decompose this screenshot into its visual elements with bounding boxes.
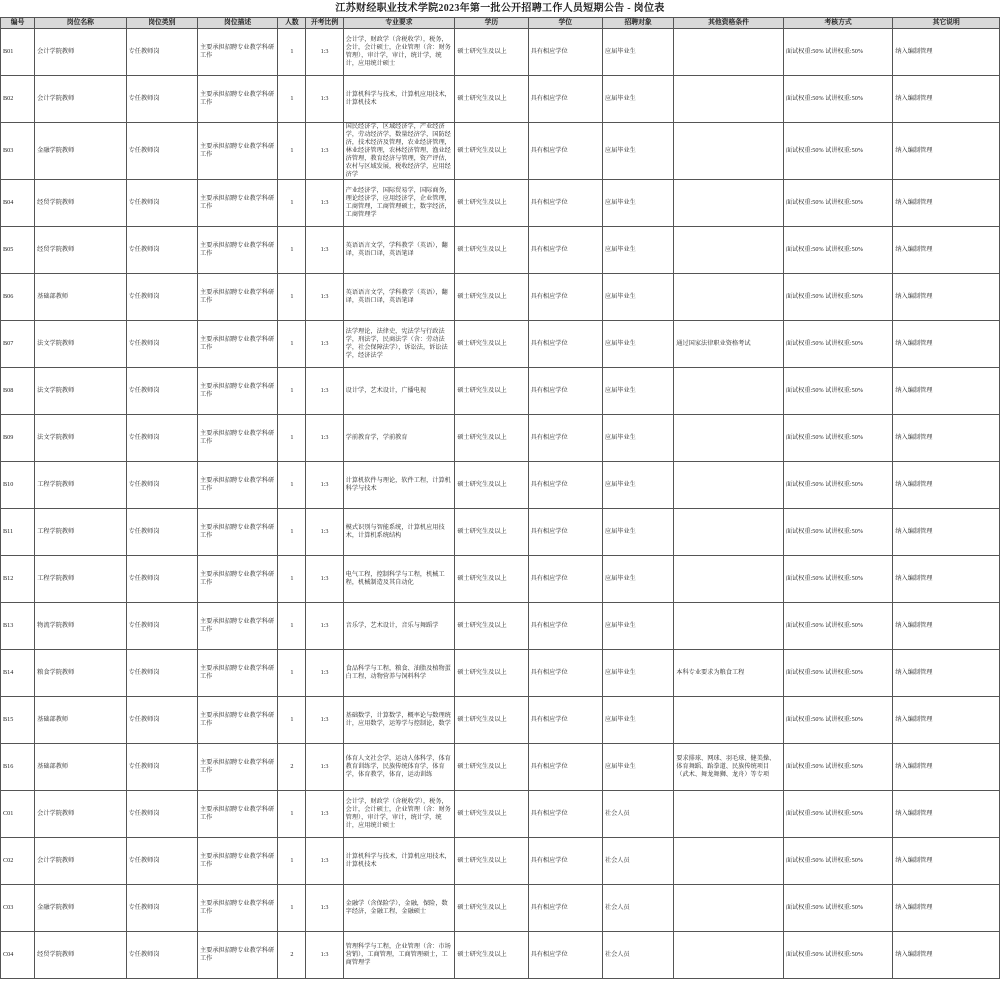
cell-education: 硕士研究生及以上 xyxy=(455,180,528,227)
cell-id: C02 xyxy=(1,838,35,885)
cell-ratio: 1:3 xyxy=(306,321,343,368)
cell-other xyxy=(674,838,784,885)
cell-other xyxy=(674,274,784,321)
cell-degree: 具有相应学位 xyxy=(528,321,602,368)
cell-target: 应届毕业生 xyxy=(602,509,673,556)
cell-education: 硕士研究生及以上 xyxy=(455,838,528,885)
cell-exam: 面试权重:50% 试讲权重:50% xyxy=(783,885,893,932)
cell-education: 硕士研究生及以上 xyxy=(455,274,528,321)
cell-note: 纳入编制管理 xyxy=(893,697,1000,744)
cell-other xyxy=(674,180,784,227)
cell-exam: 面试权重:50% 试讲权重:50% xyxy=(783,180,893,227)
cell-target: 应届毕业生 xyxy=(602,650,673,697)
cell-note: 纳入编制管理 xyxy=(893,462,1000,509)
cell-name: 基础部教师 xyxy=(35,274,126,321)
cell-desc: 主要承担招聘专业教学科研工作 xyxy=(197,603,277,650)
cell-note: 纳入编制管理 xyxy=(893,29,1000,76)
cell-degree: 具有相应学位 xyxy=(528,838,602,885)
cell-name: 经贸学院教师 xyxy=(35,932,126,979)
cell-name: 法文学院教师 xyxy=(35,321,126,368)
table-row xyxy=(1,650,1000,697)
cell-exam: 面试权重:50% 试讲权重:50% xyxy=(783,791,893,838)
cell-note: 纳入编制管理 xyxy=(893,123,1000,180)
cell-category: 专任教师岗 xyxy=(126,123,197,180)
cell-target: 应届毕业生 xyxy=(602,123,673,180)
cell-count: 1 xyxy=(278,650,306,697)
cell-ratio: 1:3 xyxy=(306,368,343,415)
cell-major: 管理科学与工程，企业管理（含：市场营销），工商管理，工商管理硕士，工商管理学 xyxy=(343,932,455,979)
cell-desc: 主要承担招聘专业教学科研工作 xyxy=(197,791,277,838)
cell-other xyxy=(674,603,784,650)
cell-count: 1 xyxy=(278,123,306,180)
cell-note: 纳入编制管理 xyxy=(893,509,1000,556)
cell-education: 硕士研究生及以上 xyxy=(455,415,528,462)
cell-degree: 具有相应学位 xyxy=(528,368,602,415)
cell-name: 金融学院教师 xyxy=(35,123,126,180)
cell-education: 硕士研究生及以上 xyxy=(455,368,528,415)
cell-education: 硕士研究生及以上 xyxy=(455,697,528,744)
cell-desc: 主要承担招聘专业教学科研工作 xyxy=(197,650,277,697)
cell-education: 硕士研究生及以上 xyxy=(455,509,528,556)
cell-education: 硕士研究生及以上 xyxy=(455,29,528,76)
table-row xyxy=(1,603,1000,650)
cell-name: 经贸学院教师 xyxy=(35,180,126,227)
cell-desc: 主要承担招聘专业教学科研工作 xyxy=(197,76,277,123)
cell-note: 纳入编制管理 xyxy=(893,180,1000,227)
cell-target: 社会人员 xyxy=(602,932,673,979)
cell-note: 纳入编制管理 xyxy=(893,76,1000,123)
cell-exam: 面试权重:50% 试讲权重:50% xyxy=(783,29,893,76)
cell-category: 专任教师岗 xyxy=(126,321,197,368)
cell-id: B04 xyxy=(1,180,35,227)
cell-education: 硕士研究生及以上 xyxy=(455,650,528,697)
cell-major: 计算机科学与技术，计算机应用技术，计算机技术 xyxy=(343,838,455,885)
cell-target: 社会人员 xyxy=(602,838,673,885)
cell-category: 专任教师岗 xyxy=(126,509,197,556)
cell-major: 会计学，财政学（含税收学），税务，会计，会计硕士，企业管理（含：财务管理），审计学，审计，统计学，统计，应用统计硕士 xyxy=(343,791,455,838)
cell-name: 会计学院教师 xyxy=(35,838,126,885)
cell-id: B01 xyxy=(1,29,35,76)
col-header-ratio: 开考比例 xyxy=(306,18,343,29)
cell-exam: 面试权重:50% 试讲权重:50% xyxy=(783,509,893,556)
cell-desc: 主要承担招聘专业教学科研工作 xyxy=(197,415,277,462)
cell-exam: 面试权重:50% 试讲权重:50% xyxy=(783,603,893,650)
cell-ratio: 1:3 xyxy=(306,29,343,76)
cell-other xyxy=(674,791,784,838)
cell-major: 食品科学与工程，粮食、油脂及植物蛋白工程，动物营养与饲料科学 xyxy=(343,650,455,697)
cell-note: 纳入编制管理 xyxy=(893,932,1000,979)
cell-degree: 具有相应学位 xyxy=(528,274,602,321)
cell-other xyxy=(674,556,784,603)
cell-degree: 具有相应学位 xyxy=(528,791,602,838)
table-row xyxy=(1,123,1000,180)
cell-target: 社会人员 xyxy=(602,885,673,932)
cell-degree: 具有相应学位 xyxy=(528,744,602,791)
col-header-count: 人数 xyxy=(278,18,306,29)
cell-education: 硕士研究生及以上 xyxy=(455,885,528,932)
table-row xyxy=(1,744,1000,791)
cell-category: 专任教师岗 xyxy=(126,791,197,838)
cell-ratio: 1:3 xyxy=(306,932,343,979)
cell-category: 专任教师岗 xyxy=(126,744,197,791)
cell-note: 纳入编制管理 xyxy=(893,744,1000,791)
col-header-other: 其他资格条件 xyxy=(674,18,784,29)
table-row xyxy=(1,368,1000,415)
cell-category: 专任教师岗 xyxy=(126,603,197,650)
cell-count: 1 xyxy=(278,274,306,321)
cell-degree: 具有相应学位 xyxy=(528,462,602,509)
table-row xyxy=(1,415,1000,462)
cell-ratio: 1:3 xyxy=(306,76,343,123)
cell-ratio: 1:3 xyxy=(306,462,343,509)
cell-count: 1 xyxy=(278,556,306,603)
cell-count: 1 xyxy=(278,321,306,368)
cell-desc: 主要承担招聘专业教学科研工作 xyxy=(197,556,277,603)
cell-other xyxy=(674,462,784,509)
cell-degree: 具有相应学位 xyxy=(528,697,602,744)
cell-desc: 主要承担招聘专业教学科研工作 xyxy=(197,227,277,274)
cell-id: B12 xyxy=(1,556,35,603)
cell-count: 1 xyxy=(278,791,306,838)
cell-other xyxy=(674,368,784,415)
cell-name: 工程学院教师 xyxy=(35,462,126,509)
cell-desc: 主要承担招聘专业教学科研工作 xyxy=(197,744,277,791)
cell-target: 应届毕业生 xyxy=(602,556,673,603)
cell-major: 计算机软件与理论，软件工程，计算机科学与技术 xyxy=(343,462,455,509)
cell-category: 专任教师岗 xyxy=(126,76,197,123)
cell-count: 1 xyxy=(278,462,306,509)
cell-count: 1 xyxy=(278,180,306,227)
cell-degree: 具有相应学位 xyxy=(528,180,602,227)
cell-desc: 主要承担招聘专业教学科研工作 xyxy=(197,462,277,509)
table-row xyxy=(1,791,1000,838)
cell-category: 专任教师岗 xyxy=(126,415,197,462)
cell-category: 专任教师岗 xyxy=(126,697,197,744)
cell-degree: 具有相应学位 xyxy=(528,76,602,123)
cell-id: B11 xyxy=(1,509,35,556)
cell-count: 1 xyxy=(278,76,306,123)
cell-count: 1 xyxy=(278,227,306,274)
cell-exam: 面试权重:50% 试讲权重:50% xyxy=(783,321,893,368)
cell-other: 要求排球、网球、羽毛球、健美操、体育舞蹈、跆拳道、民族传统项目（武术、舞龙舞狮、龙舟）等专项 xyxy=(674,744,784,791)
cell-other xyxy=(674,697,784,744)
cell-ratio: 1:3 xyxy=(306,415,343,462)
cell-ratio: 1:3 xyxy=(306,509,343,556)
cell-count: 1 xyxy=(278,697,306,744)
cell-id: C03 xyxy=(1,885,35,932)
cell-note: 纳入编制管理 xyxy=(893,321,1000,368)
cell-ratio: 1:3 xyxy=(306,885,343,932)
cell-education: 硕士研究生及以上 xyxy=(455,321,528,368)
cell-other xyxy=(674,227,784,274)
cell-degree: 具有相应学位 xyxy=(528,650,602,697)
cell-note: 纳入编制管理 xyxy=(893,415,1000,462)
col-header-exam: 考核方式 xyxy=(783,18,893,29)
cell-major: 设计学，艺术设计，广播电视 xyxy=(343,368,455,415)
cell-count: 2 xyxy=(278,744,306,791)
cell-ratio: 1:3 xyxy=(306,123,343,180)
cell-name: 物流学院教师 xyxy=(35,603,126,650)
table-row xyxy=(1,556,1000,603)
col-header-category: 岗位类别 xyxy=(126,18,197,29)
cell-desc: 主要承担招聘专业教学科研工作 xyxy=(197,123,277,180)
cell-name: 经贸学院教师 xyxy=(35,227,126,274)
cell-name: 工程学院教师 xyxy=(35,509,126,556)
cell-degree: 具有相应学位 xyxy=(528,603,602,650)
cell-ratio: 1:3 xyxy=(306,180,343,227)
col-header-note: 其它说明 xyxy=(893,18,1000,29)
cell-major: 模式识别与智能系统，计算机应用技术，计算机系统结构 xyxy=(343,509,455,556)
cell-other xyxy=(674,885,784,932)
cell-id: B08 xyxy=(1,368,35,415)
cell-other xyxy=(674,415,784,462)
cell-education: 硕士研究生及以上 xyxy=(455,603,528,650)
cell-ratio: 1:3 xyxy=(306,274,343,321)
cell-major: 音乐学，艺术设计，音乐与舞蹈学 xyxy=(343,603,455,650)
cell-target: 应届毕业生 xyxy=(602,744,673,791)
cell-other xyxy=(674,509,784,556)
table-row xyxy=(1,462,1000,509)
cell-major: 学前教育学，学前教育 xyxy=(343,415,455,462)
cell-exam: 面试权重:50% 试讲权重:50% xyxy=(783,274,893,321)
cell-degree: 具有相应学位 xyxy=(528,885,602,932)
cell-id: B07 xyxy=(1,321,35,368)
cell-id: C01 xyxy=(1,791,35,838)
cell-note: 纳入编制管理 xyxy=(893,274,1000,321)
cell-id: B03 xyxy=(1,123,35,180)
cell-ratio: 1:3 xyxy=(306,556,343,603)
cell-id: B13 xyxy=(1,603,35,650)
cell-category: 专任教师岗 xyxy=(126,932,197,979)
cell-note: 纳入编制管理 xyxy=(893,368,1000,415)
cell-ratio: 1:3 xyxy=(306,603,343,650)
cell-note: 纳入编制管理 xyxy=(893,650,1000,697)
cell-id: B15 xyxy=(1,697,35,744)
cell-other xyxy=(674,932,784,979)
cell-note: 纳入编制管理 xyxy=(893,603,1000,650)
cell-desc: 主要承担招聘专业教学科研工作 xyxy=(197,274,277,321)
cell-desc: 主要承担招聘专业教学科研工作 xyxy=(197,321,277,368)
table-row xyxy=(1,838,1000,885)
cell-major: 金融学（含保险学），金融，保险，数字经济，金融工程，金融硕士 xyxy=(343,885,455,932)
cell-count: 2 xyxy=(278,932,306,979)
cell-other xyxy=(674,29,784,76)
table-row xyxy=(1,509,1000,556)
col-header-major: 专业要求 xyxy=(343,18,455,29)
cell-id: C04 xyxy=(1,932,35,979)
cell-degree: 具有相应学位 xyxy=(528,509,602,556)
cell-id: B09 xyxy=(1,415,35,462)
col-header-desc: 岗位描述 xyxy=(197,18,277,29)
cell-name: 会计学院教师 xyxy=(35,791,126,838)
cell-name: 工程学院教师 xyxy=(35,556,126,603)
col-header-name: 岗位名称 xyxy=(35,18,126,29)
cell-target: 应届毕业生 xyxy=(602,29,673,76)
cell-target: 应届毕业生 xyxy=(602,274,673,321)
cell-name: 法文学院教师 xyxy=(35,415,126,462)
cell-id: B02 xyxy=(1,76,35,123)
cell-id: B10 xyxy=(1,462,35,509)
cell-exam: 面试权重:50% 试讲权重:50% xyxy=(783,462,893,509)
cell-major: 会计学，财政学（含税收学），税务，会计，会计硕士，企业管理（含：财务管理），审计学，审计，统计学，统计，应用统计硕士 xyxy=(343,29,455,76)
cell-target: 应届毕业生 xyxy=(602,603,673,650)
cell-target: 应届毕业生 xyxy=(602,415,673,462)
cell-ratio: 1:3 xyxy=(306,697,343,744)
col-header-degree: 学位 xyxy=(528,18,602,29)
cell-id: B14 xyxy=(1,650,35,697)
cell-category: 专任教师岗 xyxy=(126,227,197,274)
cell-category: 专任教师岗 xyxy=(126,838,197,885)
cell-category: 专任教师岗 xyxy=(126,368,197,415)
cell-desc: 主要承担招聘专业教学科研工作 xyxy=(197,509,277,556)
cell-major: 法学理论，法律史，宪法学与行政法学，刑法学，民商法学（含：劳动法学，社会保障法学），诉讼法，诉讼法学，经济法学 xyxy=(343,321,455,368)
cell-education: 硕士研究生及以上 xyxy=(455,932,528,979)
table-row xyxy=(1,76,1000,123)
cell-note: 纳入编制管理 xyxy=(893,885,1000,932)
col-header-target: 招聘对象 xyxy=(602,18,673,29)
cell-exam: 面试权重:50% 试讲权重:50% xyxy=(783,838,893,885)
cell-major: 英语语言文学，学科教学（英语），翻译，英语口译，英语笔译 xyxy=(343,227,455,274)
cell-education: 硕士研究生及以上 xyxy=(455,556,528,603)
cell-education: 硕士研究生及以上 xyxy=(455,744,528,791)
cell-major: 产业经济学，国际贸易学，国际商务，理论经济学，应用经济学，企业管理，工商管理，工商管理硕士，数字经济，工商管理学 xyxy=(343,180,455,227)
col-header-education: 学历 xyxy=(455,18,528,29)
table-header-row xyxy=(1,18,1000,29)
table-row xyxy=(1,180,1000,227)
cell-name: 会计学院教师 xyxy=(35,76,126,123)
cell-major: 电气工程，控制科学与工程，机械工程，机械制造及其自动化 xyxy=(343,556,455,603)
cell-education: 硕士研究生及以上 xyxy=(455,76,528,123)
cell-other xyxy=(674,123,784,180)
cell-target: 应届毕业生 xyxy=(602,368,673,415)
cell-exam: 面试权重:50% 试讲权重:50% xyxy=(783,697,893,744)
cell-target: 应届毕业生 xyxy=(602,321,673,368)
cell-category: 专任教师岗 xyxy=(126,180,197,227)
cell-name: 金融学院教师 xyxy=(35,885,126,932)
cell-exam: 面试权重:50% 试讲权重:50% xyxy=(783,650,893,697)
cell-note: 纳入编制管理 xyxy=(893,838,1000,885)
cell-category: 专任教师岗 xyxy=(126,650,197,697)
col-header-id: 编号 xyxy=(1,18,35,29)
cell-exam: 面试权重:50% 试讲权重:50% xyxy=(783,932,893,979)
cell-education: 硕士研究生及以上 xyxy=(455,227,528,274)
cell-desc: 主要承担招聘专业教学科研工作 xyxy=(197,29,277,76)
cell-other: 通过国家法律职业资格考试 xyxy=(674,321,784,368)
cell-count: 1 xyxy=(278,885,306,932)
table-row xyxy=(1,29,1000,76)
cell-desc: 主要承担招聘专业教学科研工作 xyxy=(197,932,277,979)
cell-ratio: 1:3 xyxy=(306,650,343,697)
positions-table xyxy=(0,17,1000,979)
cell-count: 1 xyxy=(278,838,306,885)
cell-education: 硕士研究生及以上 xyxy=(455,462,528,509)
cell-target: 应届毕业生 xyxy=(602,180,673,227)
cell-note: 纳入编制管理 xyxy=(893,556,1000,603)
cell-major: 国民经济学，区域经济学，产业经济学，劳动经济学，数量经济学，国防经济，技术经济及管理，农业经济管理，林业经济管理，农林经济管理，渔业经济管理，教育经济与管理，资产评估，农村与区域发展，税收经济学，应用经济学 xyxy=(343,123,455,180)
cell-desc: 主要承担招聘专业教学科研工作 xyxy=(197,697,277,744)
cell-other xyxy=(674,76,784,123)
table-row xyxy=(1,885,1000,932)
cell-exam: 面试权重:50% 试讲权重:50% xyxy=(783,415,893,462)
cell-target: 应届毕业生 xyxy=(602,697,673,744)
cell-target: 应届毕业生 xyxy=(602,76,673,123)
cell-name: 法文学院教师 xyxy=(35,368,126,415)
cell-count: 1 xyxy=(278,509,306,556)
cell-degree: 具有相应学位 xyxy=(528,123,602,180)
cell-desc: 主要承担招聘专业教学科研工作 xyxy=(197,180,277,227)
cell-degree: 具有相应学位 xyxy=(528,556,602,603)
cell-exam: 面试权重:50% 试讲权重:50% xyxy=(783,744,893,791)
cell-category: 专任教师岗 xyxy=(126,885,197,932)
cell-count: 1 xyxy=(278,368,306,415)
cell-name: 基础部教师 xyxy=(35,697,126,744)
cell-category: 专任教师岗 xyxy=(126,462,197,509)
cell-name: 基础部教师 xyxy=(35,744,126,791)
cell-major: 英语语言文学，学科教学（英语），翻译，英语口译，英语笔译 xyxy=(343,274,455,321)
cell-category: 专任教师岗 xyxy=(126,274,197,321)
cell-degree: 具有相应学位 xyxy=(528,932,602,979)
cell-major: 计算机科学与技术，计算机应用技术，计算机技术 xyxy=(343,76,455,123)
cell-desc: 主要承担招聘专业教学科研工作 xyxy=(197,885,277,932)
cell-degree: 具有相应学位 xyxy=(528,415,602,462)
table-row xyxy=(1,697,1000,744)
cell-degree: 具有相应学位 xyxy=(528,227,602,274)
cell-id: B06 xyxy=(1,274,35,321)
cell-note: 纳入编制管理 xyxy=(893,791,1000,838)
cell-ratio: 1:3 xyxy=(306,838,343,885)
cell-major: 体育人文社会学，运动人体科学，体育教育训练学，民族传统体育学，体育学，体育教学，体育，运动训练 xyxy=(343,744,455,791)
cell-category: 专任教师岗 xyxy=(126,29,197,76)
cell-count: 1 xyxy=(278,415,306,462)
cell-other: 本科专业要求为粮食工程 xyxy=(674,650,784,697)
cell-major: 基础数学，计算数学，概率论与数理统计，应用数学，运筹学与控制论，数学 xyxy=(343,697,455,744)
cell-target: 社会人员 xyxy=(602,791,673,838)
cell-id: B16 xyxy=(1,744,35,791)
cell-count: 1 xyxy=(278,603,306,650)
cell-ratio: 1:3 xyxy=(306,791,343,838)
cell-ratio: 1:3 xyxy=(306,744,343,791)
cell-exam: 面试权重:50% 试讲权重:50% xyxy=(783,123,893,180)
cell-target: 应届毕业生 xyxy=(602,227,673,274)
cell-desc: 主要承担招聘专业教学科研工作 xyxy=(197,838,277,885)
cell-exam: 面试权重:50% 试讲权重:50% xyxy=(783,368,893,415)
cell-name: 会计学院教师 xyxy=(35,29,126,76)
cell-exam: 面试权重:50% 试讲权重:50% xyxy=(783,556,893,603)
cell-desc: 主要承担招聘专业教学科研工作 xyxy=(197,368,277,415)
table-row xyxy=(1,321,1000,368)
cell-note: 纳入编制管理 xyxy=(893,227,1000,274)
cell-name: 粮食学院教师 xyxy=(35,650,126,697)
cell-id: B05 xyxy=(1,227,35,274)
cell-target: 应届毕业生 xyxy=(602,462,673,509)
cell-ratio: 1:3 xyxy=(306,227,343,274)
cell-education: 硕士研究生及以上 xyxy=(455,123,528,180)
cell-category: 专任教师岗 xyxy=(126,556,197,603)
table-row xyxy=(1,932,1000,979)
cell-exam: 面试权重:50% 试讲权重:50% xyxy=(783,227,893,274)
cell-count: 1 xyxy=(278,29,306,76)
cell-exam: 面试权重:50% 试讲权重:50% xyxy=(783,76,893,123)
table-row xyxy=(1,227,1000,274)
document-title: 江苏财经职业技术学院2023年第一批公开招聘工作人员短期公告 - 岗位表 xyxy=(335,3,665,14)
cell-education: 硕士研究生及以上 xyxy=(455,791,528,838)
table-row xyxy=(1,274,1000,321)
cell-degree: 具有相应学位 xyxy=(528,29,602,76)
